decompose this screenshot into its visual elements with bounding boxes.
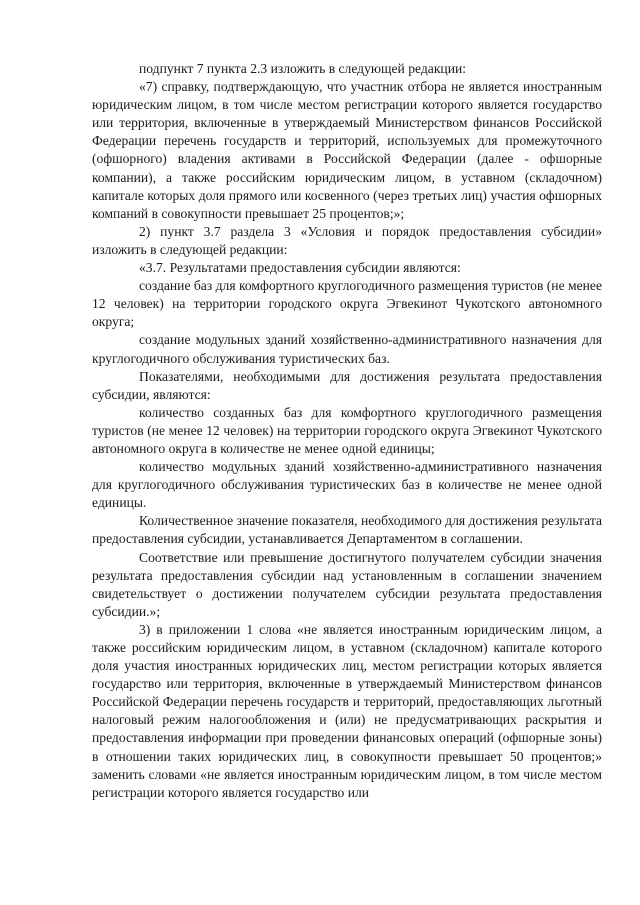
paragraph-appendix-1-amendment: 3) в приложении 1 слова «не является иностранным юридическим лицом, а также российским юридическим лицом, в уставном (складочном) капитале которого доля участия иностранных юридических лиц, местом регистрации которых является государство или территория, включенные в утверждаемый Министерством финансов Российской Федерации перечень государств и территорий, предоставляющих льготный налоговый режим налогообложения и (или) не предусматривающих раскрытия и предоставления информации при проведении финансовых операций (офшорные зоны) в отношении таких юридических лиц, в совокупности превышает 50 процентов;» заменить словами «не является иностранным юридическим лицом, в том числе местом регистрации которого является государство или: [92, 621, 602, 800]
paragraph-point-3-7-intro: 2) пункт 3.7 раздела 3 «Условия и порядок предоставления субсидии» изложить в следующей редакции:: [92, 223, 602, 257]
paragraph-results-heading: «3.7. Результатами предоставления субсидии являются:: [139, 260, 461, 276]
paragraph-result-buildings: создание модульных зданий хозяйственно-административного назначения для круглогодичного обслуживания туристических баз.: [92, 332, 602, 366]
paragraph-indicator-value: Количественное значение показателя, необходимого для достижения результата предоставления субсидии, устанавливается Департаментом в соглашении.: [92, 513, 602, 547]
paragraph-subpoint-7-text: «7) справку, подтверждающую, что участник отбора не является иностранным юридическим лицом, в том числе местом регистрации которого является государство или территория, включенные в утверждаемый Министерством финансов Российской Федерации перечень государств и территорий, используемых для промежуточного (офшорного) владения активами в Российской Федерации (далее - офшорные компании), а также российским юридическим лицом, в уставном (складочном) капитале которых доля прямого или косвенного (через третьих лиц) участия офшорных компаний в совокупности превышает 25 процентов;»;: [92, 79, 602, 221]
paragraph-achievement: Соответствие или превышение достигнутого получателем субсидии значения результата предоставления субсидии над установленным в соглашении значением свидетельствует о достижении получателем субсидии результата предоставления субсидии.»;: [92, 549, 602, 619]
paragraph-indicator-bases: количество созданных баз для комфортного круглогодичного размещения туристов (не менее 12 человек) на территории городского округа Эгвекинот Чукотского автономного округа в количестве не менее одной единицы;: [92, 404, 602, 456]
paragraph-indicator-buildings: количество модульных зданий хозяйственно-административного назначения для круглогодичного обслуживания туристических баз в количестве не менее одной единицы.: [92, 459, 602, 511]
paragraph-subpoint-7-intro: подпункт 7 пункта 2.3 изложить в следующей редакции:: [139, 61, 467, 76]
paragraph-result-bases: создание баз для комфортного круглогодичного размещения туристов (не менее 12 человек) на территории городского округа Эгвекинот Чукотского автономного округа;: [92, 278, 602, 330]
document-body: [92, 60, 602, 802]
paragraph-indicators-heading: Показателями, необходимыми для достижения результата предоставления субсидии, являются:: [92, 368, 602, 402]
